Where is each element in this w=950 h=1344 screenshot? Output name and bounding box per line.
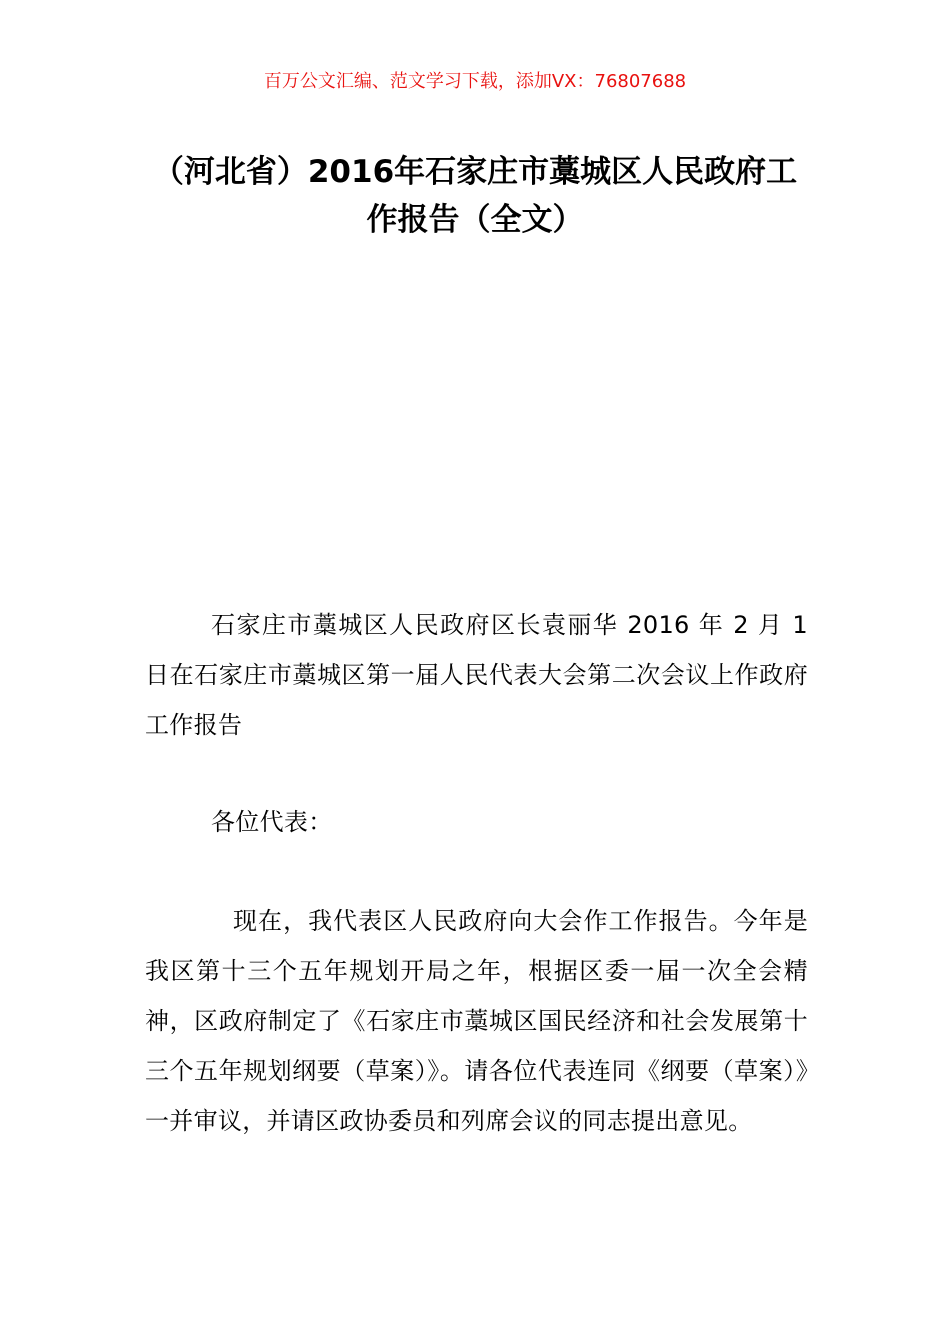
report-intro-paragraph: 现在，我代表区人民政府向大会作工作报告。今年是我区第十三个五年规划开局之年，根据区委一届一次全会精神，区政府制定了《石家庄市藁城区国民经济和社会发展第十三个五年规划纲要（草案）》。请各位代表连同《纲要（草案）》一并审议，并请区政协委员和列席会议的同志提出意见。	[145, 907, 808, 1135]
document-title: （河北省）2016年石家庄市藁城区人民政府工作报告（全文）	[152, 154, 798, 238]
salutation-paragraph: 各位代表：	[211, 808, 333, 836]
header-promo-note: 百万公文汇编、范文学习下载，添加VX：76807688	[263, 71, 687, 92]
report-source-paragraph: 石家庄市藁城区人民政府区长袁丽华 2016 年 2 月 1 日在石家庄市藁城区第一届人民代表大会第二次会议上作政府工作报告	[145, 611, 808, 739]
